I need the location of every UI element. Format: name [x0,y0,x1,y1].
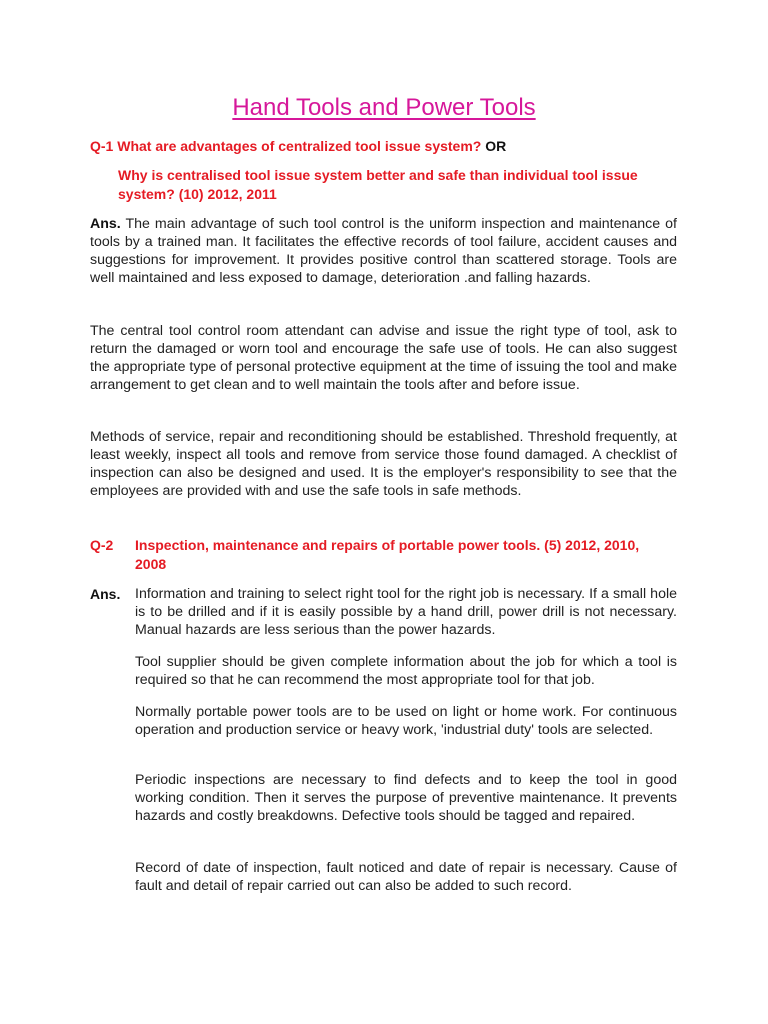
answer-2-paragraph-5: Record of date of inspection, fault noticed and date of repair is necessary. Cause of fault and detail of repair carried out can also be added to such record. [135,860,677,894]
answer-2-paragraph-1: Information and training to select right tool for the right job is necessary. If a small hole is to be drilled and if it is easily possible by a hand drill, power drill is not necessary. Manual hazards are less serious than the power hazards. [135,586,677,638]
answer-2-paragraph-3: Normally portable power tools are to be used on light or home work. For continuous operation and production service or heavy work, 'industrial duty' tools are selected. [135,704,677,738]
or-label: OR [485,138,507,154]
answer-label: Ans. [90,216,121,232]
question-2-number: Q-2 [90,537,114,553]
question-1 [90,137,506,156]
page-title: Hand Tools and Power Tools [232,94,536,121]
answer-2-paragraph-4: Periodic inspections are necessary to find defects and to keep the tool in good working condition. Then it serves the purpose of preventive maintenance. It prevents hazards and costly breakdowns. Defective tools should be tagged and repaired. [135,772,677,824]
answer-2-label: Ans. [90,586,121,602]
answer-1-paragraph-3: Methods of service, repair and reconditioning should be established. Threshold frequently, at least weekly, inspect all tools and remove from service those found damaged. A checklist of inspection can also be designed and used. It is the employer's responsibility to see that the employees are provided with and use the safe tools in safe methods. [90,429,677,499]
answer-1-paragraph-2: The central tool control room attendant can advise and issue the right type of tool, ask to return the damaged or worn tool and encourage the safe use of tools. He can also suggest the appropriate type of personal protective equipment at the time of issuing the tool and make arrangement to get clean and to well maintain the tools after and before issue. [90,323,677,393]
answer-1-paragraph-1 [90,215,677,287]
question-2-text: Inspection, maintenance and repairs of portable power tools. (5) 2012, 2010, 2008 [135,537,640,572]
question-1-label: Q-1 What are advantages of centralized tool issue system? [90,138,482,154]
answer-1-text: The main advantage of such tool control is the uniform inspection and maintenance of tools by a trained man. It facilitates the effective records of tool failure, accident causes and suggestions for improvement. It provides positive control than scattered storage. Tools are well maintained and less exposed to damage, deterioration .and falling hazards. [90,216,677,286]
question-1-sub: Why is centralised tool issue system better and safe than individual tool issue system? (10) 2012, 2011 [118,167,638,202]
answer-2-paragraph-2: Tool supplier should be given complete information about the job for which a tool is required so that he can recommend the most appropriate tool for that job. [135,654,677,688]
